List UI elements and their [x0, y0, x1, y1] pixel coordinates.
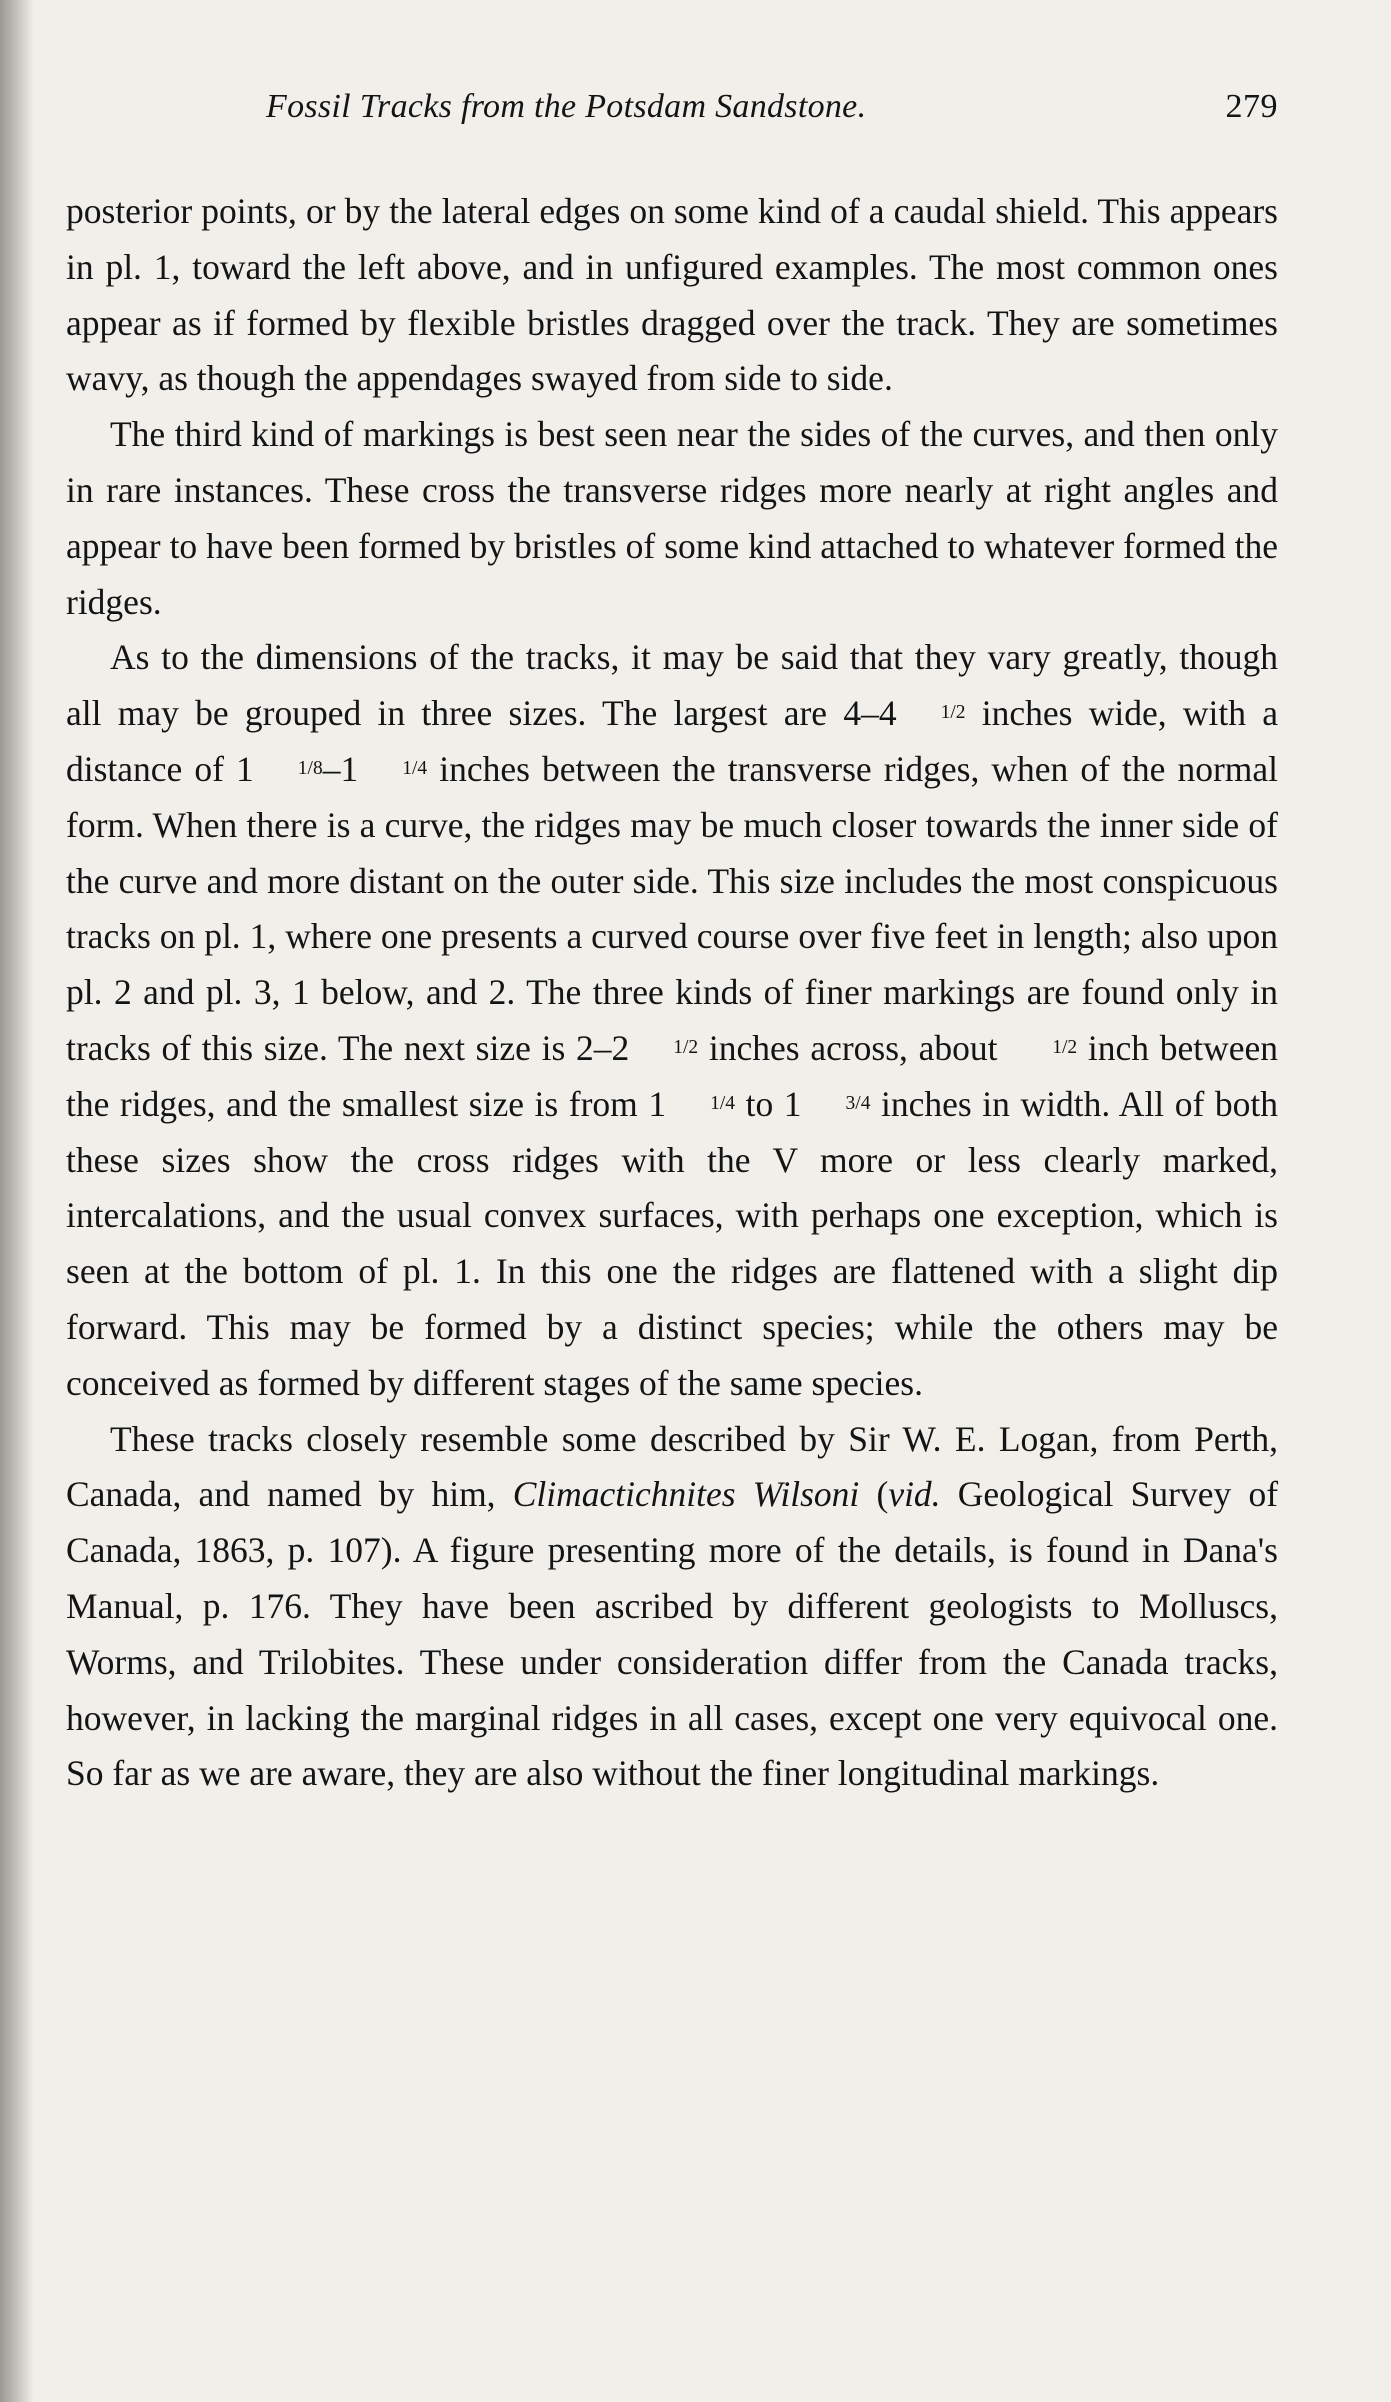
fraction: 1/8 [297, 758, 323, 780]
italic-term: Climactichnites Wilsoni [512, 1474, 860, 1515]
text-run: The third kind of markings is best seen near the sides of the curves, and then only in rare instances. These cross the transverse ridges more nearly at right angles and appear to have been formed by bristles of some kind attached to whatever formed the ridges. [66, 414, 1278, 622]
italic-term: vid. [888, 1474, 941, 1515]
text-run: –1 [322, 748, 359, 789]
fraction: 1/4 [402, 758, 428, 780]
text-run: inches between the transverse ridges, when of the normal form. When there is a curve, the ridges may be much closer towards the inner side of the curve and more distant on the outer side. This size includes the most conspicuous tracks on pl. 1, where one presents a curved course over five feet in length; also upon pl. 2 and pl. 3, 1 below, and 2. The three kinds of finer markings are found only in tracks of this size. The next size is 2–2 [66, 748, 1278, 1068]
page-gutter-shadow [0, 0, 34, 2402]
text-run: inches in width. All of both these sizes show the cross ridges with the V more or less clearly marked, intercalations, and the usual convex surfaces, with perhaps one exception, which is seen at the bottom of pl. 1. In this one the ridges are flattened with a slight dip forward. This may be formed by a distinct species; while the others may be conceived as formed by different stages of the same species. [66, 1083, 1278, 1403]
text-run: inch between the ridges, and the smallest size is from 1 [66, 1027, 1278, 1124]
text-run: posterior points, or by the lateral edges on some kind of a caudal shield. This appears in pl. 1, toward the left above, and in unfigured examples. The most common ones appear as if formed by flexible bristles dragged over the track. They are sometimes wavy, as though the appendages swayed from side to side. [66, 191, 1278, 399]
fraction: 1/2 [940, 702, 966, 724]
running-title: Fossil Tracks from the Potsdam Sandstone. [266, 88, 867, 125]
paragraph-1 [66, 184, 1278, 407]
text-run: Geological Survey of Canada, 1863, p. 107). A figure presenting more of the details, is found in Dana's Manual, p. 176. They have been ascribed by different geologists to Molluscs, Worms, and Trilobites. These under consideration differ from the Canada tracks, however, in lacking the marginal ridges in all cases, except one very equivocal one. So far as we are aware, they are also without the finer longitudinal markings. [66, 1474, 1279, 1794]
page-number: 279 [1225, 88, 1278, 125]
paragraph-4 [66, 1412, 1278, 1803]
text-run: inches wide, with a distance of 1 [66, 693, 1279, 789]
text-run: to 1 [735, 1083, 802, 1124]
text-run: inches across, about [698, 1027, 1009, 1068]
text-run: As to the dimensions of the tracks, it may be said that they vary greatly, though all may be grouped in three sizes. The largest are 4–4 [66, 637, 1278, 734]
fraction: 1/2 [673, 1037, 699, 1059]
book-page [66, 88, 1278, 2348]
fraction: 1/4 [710, 1092, 736, 1114]
body-text [66, 184, 1278, 1802]
running-head [66, 88, 1278, 134]
fraction: 1/2 [1052, 1037, 1078, 1059]
text-run: ( [859, 1474, 889, 1515]
fraction: 3/4 [845, 1092, 871, 1114]
paragraph-3 [66, 630, 1278, 1411]
text-run: These tracks closely resemble some described by Sir W. E. Logan, from Perth, Canada, and named by him, [66, 1418, 1278, 1515]
paragraph-2 [66, 407, 1278, 630]
